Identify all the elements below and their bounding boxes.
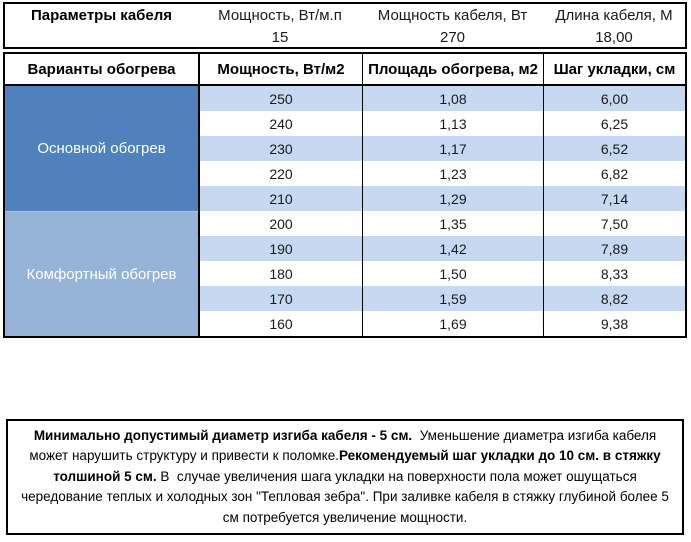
cell-power: 250 [198,86,362,111]
column-header-step: Шаг укладки, см [543,54,685,86]
cell-step: 8,33 [543,261,685,286]
note-text-zebra: В случае увеличения шага укладки на поверхности пола может ошущаться чередование теплых и холодных зон "Тепловая зебра". При заливке кабеля в стяжку глубиной более 5 см потребуется увеличение мощности. [21,468,673,525]
cell-area: 1,59 [362,286,543,311]
cell-step: 6,00 [543,86,685,111]
cell-area: 1,17 [362,136,543,161]
param-label-cable-power: Мощность кабеля, Вт [377,7,528,24]
cell-power: 220 [198,161,362,186]
cell-area: 1,69 [362,311,543,336]
category-cell-comfort-heating: Комфортный обогрев [5,211,198,336]
cell-area: 1,42 [362,236,543,261]
cell-power: 240 [198,111,362,136]
cell-power: 180 [198,261,362,286]
cell-area: 1,35 [362,211,543,236]
column-header-area: Площадь обогрева, м2 [362,54,543,86]
cell-step: 6,25 [543,111,685,136]
cell-step: 7,89 [543,236,685,261]
column-header-power: Мощность, Вт/м2 [198,54,362,86]
cell-power: 210 [198,186,362,211]
column-header-variants: Варианты обогрева [5,54,198,86]
heating-variants-table [3,52,687,338]
param-value-cable-power: 270 [439,28,466,46]
param-label-cable-length: Длина кабеля, М [555,7,673,24]
param-value-power-per-m: 15 [271,28,289,46]
cell-power: 230 [198,136,362,161]
cell-power: 190 [198,236,362,261]
cable-parameters-table [3,2,687,49]
cell-step: 7,50 [543,211,685,236]
installation-note [6,419,684,535]
cell-area: 1,50 [362,261,543,286]
category-cell-main-heating: Основной обогрев [5,86,198,211]
cell-step: 8,82 [543,286,685,311]
param-value-cable-length: 18,00 [595,28,633,46]
cell-step: 6,82 [543,161,685,186]
note-bold-bend-diameter: Минимально допустимый диаметр изгиба кабеля - 5 см. [33,428,413,443]
cell-area: 1,13 [362,111,543,136]
cell-power: 200 [198,211,362,236]
cell-area: 1,08 [362,86,543,111]
param-label-power-per-m: Мощность, Вт/м.п [218,7,342,24]
cell-step: 7,14 [543,186,685,211]
cell-step: 9,38 [543,311,685,336]
params-title: Параметры кабеля [30,7,173,24]
cell-area: 1,23 [362,161,543,186]
cell-power: 170 [198,286,362,311]
cell-area: 1,29 [362,186,543,211]
cell-step: 6,52 [543,136,685,161]
note-text-structure: Уменьшение диаметра изгиба кабеля может нарушить структуру и привести к поломке. [29,428,660,464]
params-title-spacer [5,27,198,47]
note-bold-recommended-step: Рекомендуемый шаг укладки до 10 см. в стяжку толшиной 5 см. [53,448,665,484]
cell-power: 160 [198,311,362,336]
